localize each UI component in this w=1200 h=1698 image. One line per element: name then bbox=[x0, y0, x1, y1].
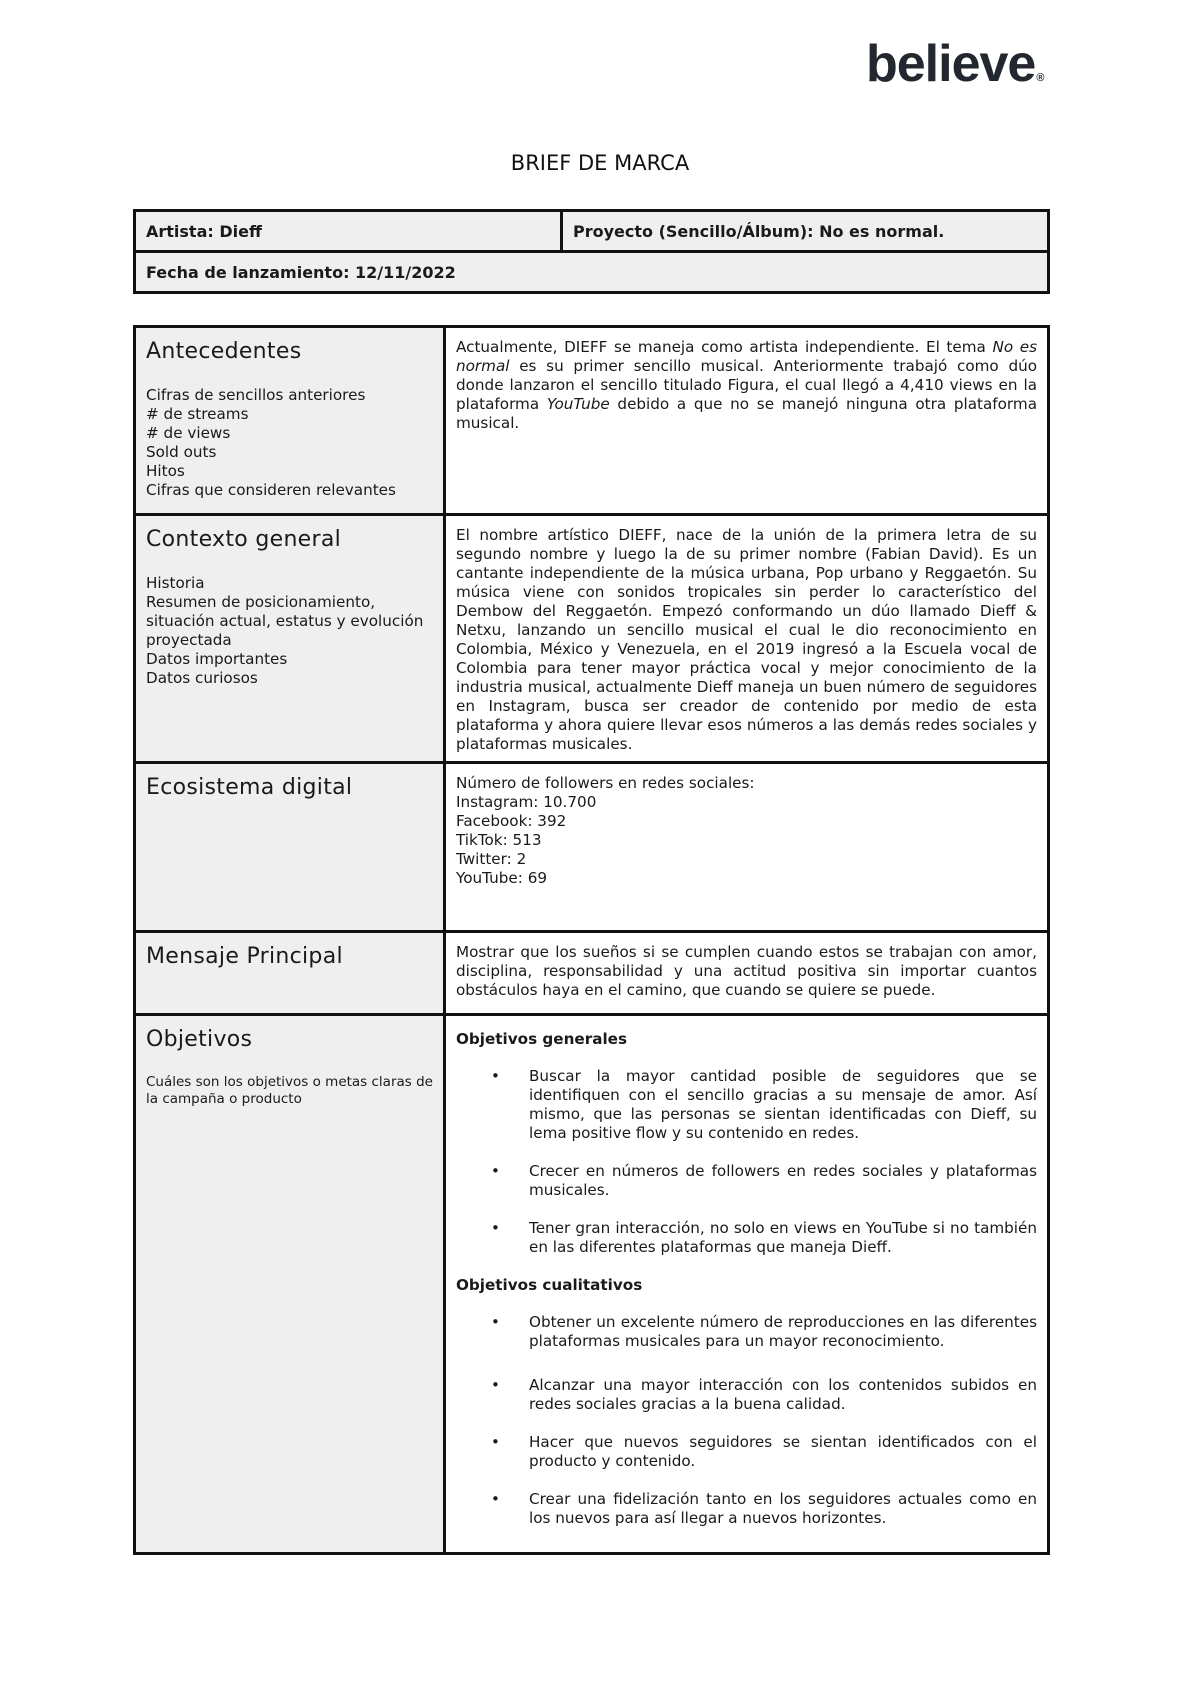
logo-text: believe bbox=[866, 35, 1036, 93]
ecosistema-title: Ecosistema digital bbox=[146, 775, 353, 800]
project-cell: Proyecto (Sencillo/Álbum): No es normal. bbox=[562, 211, 1049, 252]
artist-cell: Artista: Dieff bbox=[135, 211, 562, 252]
followers-line: YouTube: 69 bbox=[456, 869, 548, 887]
contexto-item: Datos importantes bbox=[146, 650, 288, 668]
list-item-text: Tener gran interacción, no solo en views en YouTube si no también en las diferentes plataformas que maneja Dieff. bbox=[529, 1219, 1037, 1256]
ecosistema-row bbox=[135, 763, 1049, 932]
platform-emphasis: YouTube bbox=[546, 395, 610, 413]
mensaje-content-cell bbox=[445, 932, 1049, 1015]
contexto-item: Resumen de posicionamiento, situación actual, estatus y evolución proyectada bbox=[146, 593, 424, 649]
mensaje-title: Mensaje Principal bbox=[146, 944, 343, 969]
list-item bbox=[456, 1067, 1037, 1143]
bullet-icon: • bbox=[491, 1376, 500, 1394]
antecedentes-row bbox=[135, 327, 1049, 515]
project-info-row bbox=[135, 211, 1049, 252]
list-item-text: Crecer en números de followers en redes sociales y plataformas musicales. bbox=[529, 1162, 1037, 1199]
antecedentes-item: # de streams bbox=[146, 405, 249, 423]
antecedentes-label-cell bbox=[135, 327, 445, 515]
release-date-cell: Fecha de lanzamiento: 12/11/2022 bbox=[135, 252, 1049, 293]
antecedentes-item: # de views bbox=[146, 424, 231, 442]
contexto-content-cell bbox=[445, 515, 1049, 763]
list-item bbox=[456, 1376, 1037, 1414]
contexto-label-cell bbox=[135, 515, 445, 763]
list-item bbox=[456, 1162, 1037, 1200]
antecedentes-items bbox=[146, 386, 433, 500]
list-item bbox=[456, 1490, 1037, 1528]
list-item-text: Hacer que nuevos seguidores se sientan identificados con el producto y contenido. bbox=[529, 1433, 1037, 1470]
bullet-icon: • bbox=[491, 1067, 500, 1085]
objetivos-description: Cuáles son los objetivos o metas claras de la campaña o producto bbox=[146, 1074, 433, 1107]
bullet-icon: • bbox=[491, 1313, 500, 1331]
antecedentes-title: Antecedentes bbox=[146, 339, 302, 364]
followers-line: Facebook: 392 bbox=[456, 812, 567, 830]
bullet-icon: • bbox=[491, 1219, 500, 1237]
brief-table bbox=[133, 325, 1050, 1555]
antecedentes-text-part: es su primer sencillo musical. Anteriormente trabajó como dúo donde lanzaron el sencillo titulado Figura, el cual llegó a 4,410 views en la plataforma bbox=[456, 357, 1037, 413]
document-title: BRIEF DE MARCA bbox=[510, 151, 690, 175]
registered-mark: ® bbox=[1036, 72, 1045, 84]
release-row bbox=[135, 252, 1049, 293]
antecedentes-text-part: Actualmente, DIEFF se maneja como artista independiente. El tema bbox=[456, 338, 993, 356]
contexto-row bbox=[135, 515, 1049, 763]
antecedentes-text bbox=[456, 338, 1037, 433]
antecedentes-item: Cifras que consideren relevantes bbox=[146, 481, 396, 499]
antecedentes-text-part: debido a que no se manejó ninguna otra plataforma musical. bbox=[456, 395, 1037, 432]
list-item bbox=[456, 1433, 1037, 1471]
mensaje-row bbox=[135, 932, 1049, 1015]
list-item bbox=[456, 1313, 1037, 1351]
followers-line: Twitter: 2 bbox=[456, 850, 527, 868]
antecedentes-item: Cifras de sencillos anteriores bbox=[146, 386, 366, 404]
bullet-icon: • bbox=[491, 1162, 500, 1180]
objetivos-title: Objetivos bbox=[146, 1027, 253, 1052]
contexto-title: Contexto general bbox=[146, 527, 342, 552]
objetivos-content-cell bbox=[445, 1015, 1049, 1554]
contexto-item: Historia bbox=[146, 574, 205, 592]
believe-logo bbox=[866, 35, 1045, 93]
objetivos-cualitativos-list bbox=[456, 1313, 1037, 1528]
antecedentes-item: Sold outs bbox=[146, 443, 217, 461]
ecosistema-label-cell bbox=[135, 763, 445, 932]
list-item-text: Crear una fidelización tanto en los seguidores actuales como en los nuevos para así llegar a nuevos horizontes. bbox=[529, 1490, 1037, 1527]
antecedentes-item: Hitos bbox=[146, 462, 185, 480]
objetivos-cualitativos-title: Objetivos cualitativos bbox=[456, 1276, 643, 1294]
bullet-icon: • bbox=[491, 1433, 500, 1451]
bullet-icon: • bbox=[491, 1490, 500, 1508]
ecosistema-content-cell bbox=[445, 763, 1049, 932]
contexto-text: El nombre artístico DIEFF, nace de la unión de la primera letra de su segundo nombre y luego la de su primer nombre (Fabian David). Es un cantante independiente de la música urbana, Pop urbano y Reggaetón. Su música viene con sonidos tropicales sin perder lo característico del Dembow del Reggaetón. Empezó conformando un dúo llamado Dieff & Netxu, lanzando un sencillo musical el cual le dio reconocimiento en Colombia, México y Venezuela, en el 2019 ingresó a la Escuela vocal de Colombia para tener mayor práctica vocal y mejor conocimiento de la industria musical, actualmente Dieff maneja un buen número de seguidores en Instagram, busca ser creador de contenido por medio de esta plataforma y ahora quiere llevar esos números a las demás redes sociales y plataformas musicales. bbox=[456, 526, 1037, 753]
objetivos-generales-title: Objetivos generales bbox=[456, 1030, 627, 1048]
objetivos-label-cell bbox=[135, 1015, 445, 1554]
project-info-table bbox=[133, 209, 1050, 294]
list-item-text: Buscar la mayor cantidad posible de seguidores que se identifiquen con el sencillo gracias a su mensaje de amor. Así mismo, que las personas se sientan identificadas con Dieff, su lema positive flow y su contenido en redes. bbox=[529, 1067, 1037, 1142]
antecedentes-content-cell bbox=[445, 327, 1049, 515]
song-title-emphasis: No es normal bbox=[456, 338, 1037, 375]
mensaje-label-cell bbox=[135, 932, 445, 1015]
followers-line: TikTok: 513 bbox=[456, 831, 542, 849]
list-item-text: Alcanzar una mayor interacción con los contenidos subidos en redes sociales gracias a la buena calidad. bbox=[529, 1376, 1037, 1413]
objetivos-generales-list bbox=[456, 1067, 1037, 1257]
list-item-text: Obtener un excelente número de reproducciones en las diferentes plataformas musicales para un mayor reconocimiento. bbox=[529, 1313, 1037, 1350]
followers-intro: Número de followers en redes sociales: bbox=[456, 774, 755, 792]
followers-line: Instagram: 10.700 bbox=[456, 793, 597, 811]
mensaje-text: Mostrar que los sueños si se cumplen cuando estos se trabajan con amor, disciplina, responsabilidad y una actitud positiva sin importar cuantos obstáculos haya en el camino, que cuando se quiere se puede. bbox=[456, 943, 1037, 999]
contexto-item: Datos curiosos bbox=[146, 669, 258, 687]
contexto-items bbox=[146, 574, 433, 688]
list-item bbox=[456, 1219, 1037, 1257]
objetivos-row bbox=[135, 1015, 1049, 1554]
